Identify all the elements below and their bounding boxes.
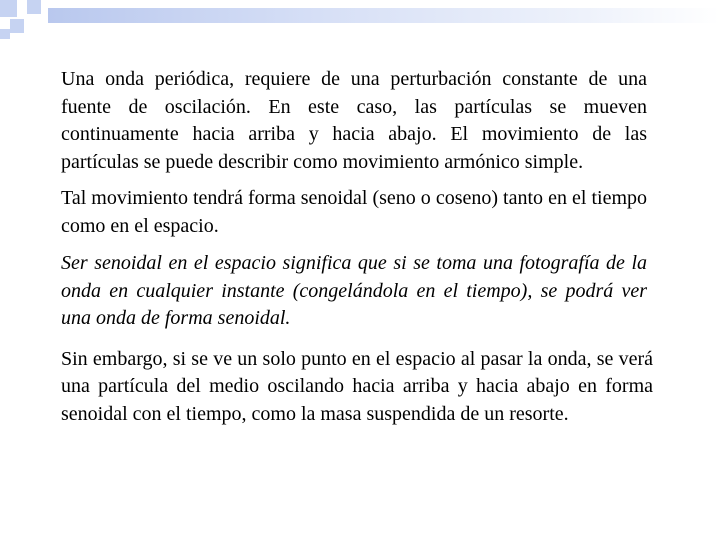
- decor-square-1: [0, 0, 17, 17]
- paragraph-1: Una onda periódica, requiere de una perturbación constante de una fuente de oscilación. En este caso, las partículas se mueven continuamente hacia arriba y hacia abajo. El movimiento de las partículas se puede describir como movimiento armónico simple.: [61, 68, 647, 173]
- paragraph-4: Sin embargo, si se ve un solo punto en el espacio al pasar la onda, se verá una partícula del medio oscilando hacia arriba y hacia abajo en forma senoidal con el tiempo, como la masa suspendida de un resorte.: [61, 347, 653, 425]
- decor-square-2: [27, 0, 41, 14]
- decor-square-4: [0, 29, 10, 39]
- header-bar: [48, 8, 720, 23]
- paragraph-3-italic: Ser senoidal en el espacio significa que si se toma una fotografía de la onda en cualquier instante (congelándola en el tiempo), se podrá ver una onda de forma senoidal.: [61, 252, 647, 329]
- slide-body: [61, 66, 653, 428]
- paragraph-2: Tal movimiento tendrá forma senoidal (seno o coseno) tanto en el tiempo como en el espacio.: [61, 187, 647, 237]
- decor-square-3: [10, 19, 24, 33]
- header-decoration: [0, 0, 720, 50]
